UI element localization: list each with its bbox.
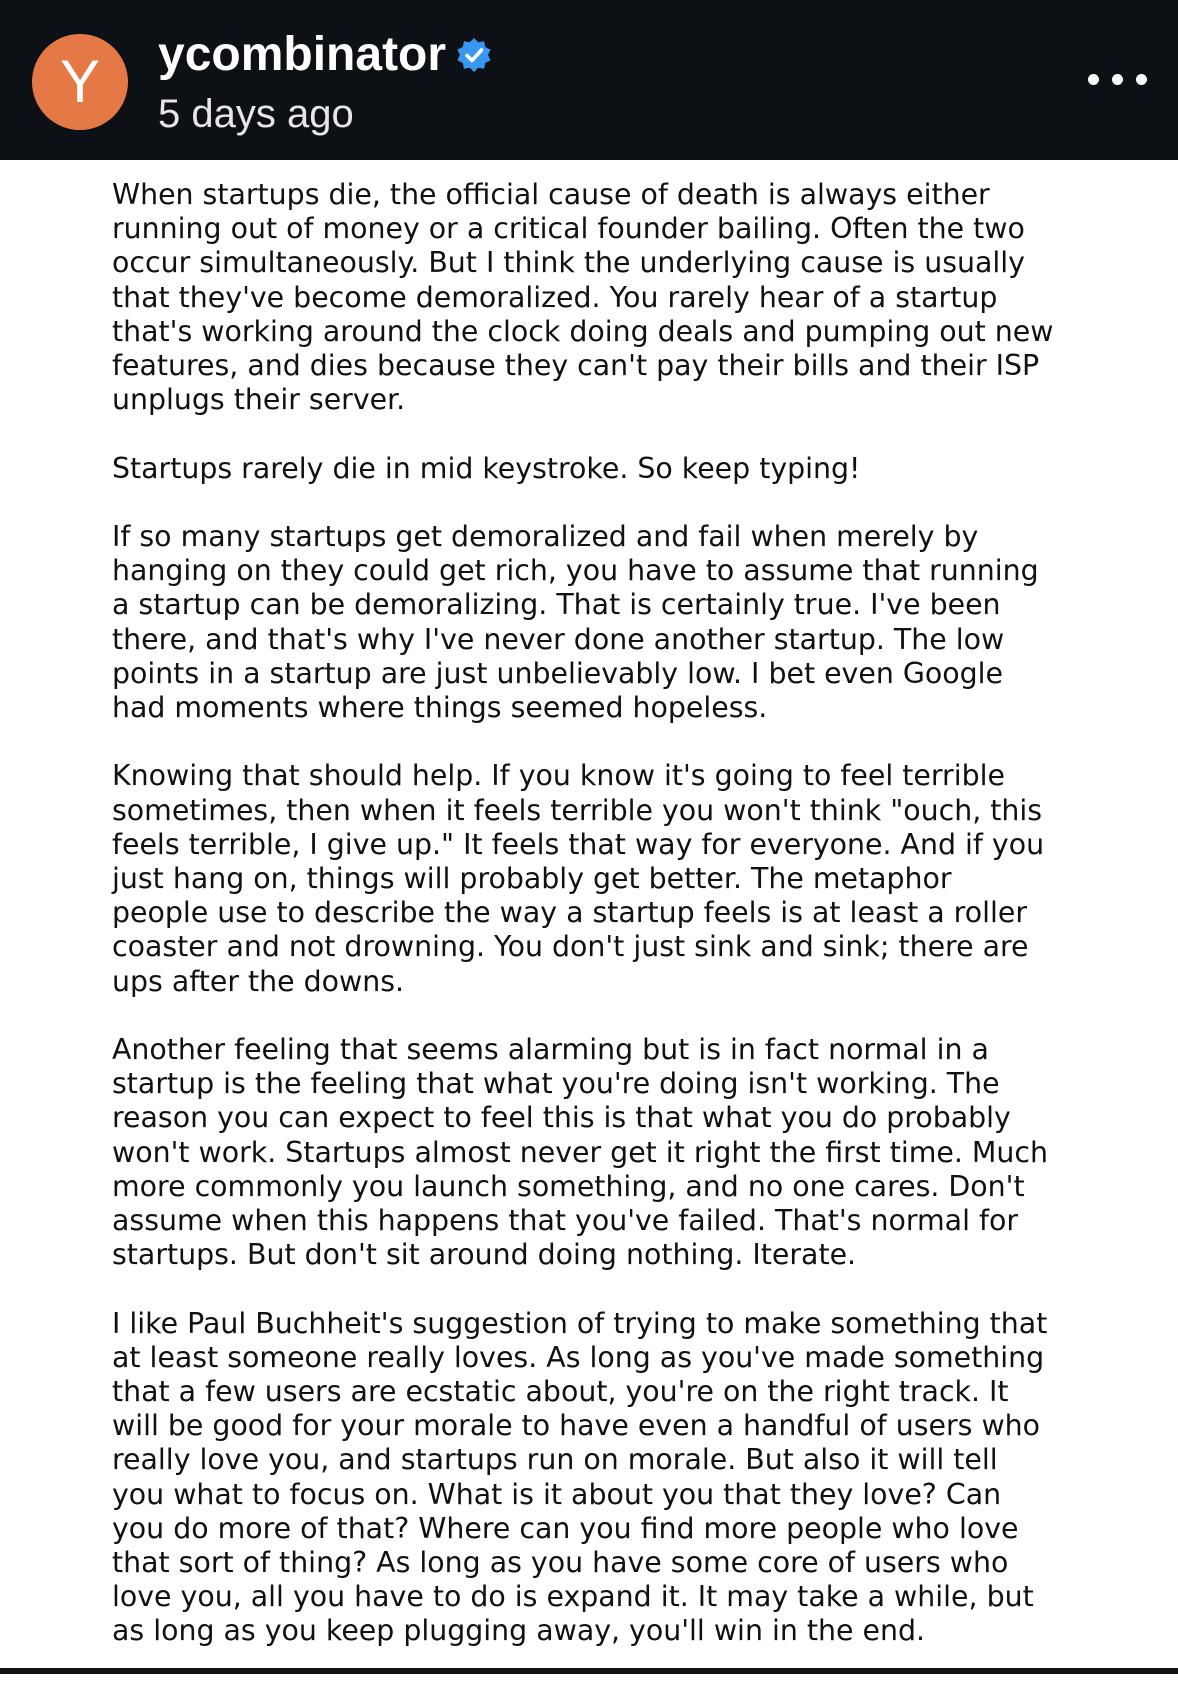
post-text xyxy=(112,178,1112,1683)
text-line: Another feeling that seems alarming but is in fact normal in a xyxy=(112,1033,989,1067)
text-line: that a few users are ecstatic about, you're on the right track. It xyxy=(112,1375,1009,1409)
text-line: assume when this happens that you've failed. That's normal for xyxy=(112,1204,1019,1238)
text-line: as long as you keep plugging away, you'll win in the end. xyxy=(112,1614,925,1648)
text-line: won't work. Startups almost never get it right the first time. Much xyxy=(112,1135,1048,1169)
text-line: more commonly you launch something, and no one cares. Don't xyxy=(112,1169,1025,1203)
post-paragraph xyxy=(112,452,1112,486)
bottom-divider xyxy=(0,1668,1178,1674)
text-line: feels terrible, I give up." It feels that way for everyone. And if you xyxy=(112,827,1045,861)
text-line: reason you can expect to feel this is that what you do probably xyxy=(112,1101,1011,1135)
text-line: you do more of that? Where can you find more people who love xyxy=(112,1511,1019,1545)
text-line: If so many startups get demoralized and fail when merely by xyxy=(112,520,979,553)
text-line: points in a startup are just unbelievably low. I bet even Google xyxy=(112,656,1003,690)
more-options-icon[interactable] xyxy=(1086,64,1150,94)
text-line: unplugs their server. xyxy=(112,383,406,417)
post-timestamp: 5 days ago xyxy=(158,92,354,136)
text-line: just hang on, things will probably get better. The metaphor xyxy=(112,862,952,896)
text-line: love you, all you have to do is expand it. It may take a while, but xyxy=(112,1580,1034,1614)
text-line: coaster and not drowning. You don't just sink and sink; there are xyxy=(112,930,1029,964)
post-header xyxy=(0,0,1178,160)
text-line: at least someone really loves. As long as you've made something xyxy=(112,1340,1045,1374)
text-line: ups after the downs. xyxy=(112,964,405,998)
post-paragraph xyxy=(112,178,1112,417)
text-line: sometimes, then when it feels terrible you won't think "ouch, this xyxy=(112,793,1043,827)
text-line: really love you, and startups run on morale. But also it will tell xyxy=(112,1443,998,1477)
text-line: I like Paul Buchheit's suggestion of trying to make something that xyxy=(112,1306,1048,1340)
post-paragraph xyxy=(112,1033,1112,1272)
text-line: Knowing that should help. If you know it's going to feel terrible xyxy=(112,759,1005,793)
text-line: Startups rarely die in mid keystroke. So keep typing! xyxy=(112,451,861,485)
username[interactable]: ycombinator xyxy=(158,28,447,81)
text-line: people use to describe the way a startup feels is at least a roller xyxy=(112,896,1028,930)
text-line: hanging on they could get rich, you have to assume that running xyxy=(112,554,1039,588)
text-line: that they've become demoralized. You rarely hear of a startup xyxy=(112,280,998,314)
text-line: that sort of thing? As long as you have some core of users who xyxy=(112,1546,1009,1580)
post-paragraph xyxy=(112,520,1112,725)
text-line: features, and dies because they can't pay their bills and their ISP xyxy=(112,349,1040,383)
post-paragraph xyxy=(112,759,1112,998)
text-line: had moments where things seemed hopeless. xyxy=(112,691,768,725)
text-line: When startups die, the official cause of death is always either xyxy=(112,178,990,211)
text-line: you what to focus on. What is it about you that they love? Can xyxy=(112,1477,1002,1511)
text-line: there, and that's why I've never done another startup. The low xyxy=(112,622,1005,656)
text-line: running out of money or a critical founder bailing. Often the two xyxy=(112,212,1025,246)
avatar[interactable]: Y xyxy=(32,34,128,130)
text-line: startup is the feeling that what you're doing isn't working. The xyxy=(112,1067,1000,1101)
text-line: startups. But don't sit around doing nothing. Iterate. xyxy=(112,1238,857,1272)
text-line: occur simultaneously. But I think the underlying cause is usually xyxy=(112,246,1025,280)
text-line: will be good for your morale to have even a handful of users who xyxy=(112,1409,1041,1443)
text-line: a startup can be demoralizing. That is certainly true. I've been xyxy=(112,588,1001,622)
verified-badge-icon xyxy=(456,37,492,73)
text-line: that's working around the clock doing deals and pumping out new xyxy=(112,314,1054,348)
post-paragraph xyxy=(112,1307,1112,1649)
